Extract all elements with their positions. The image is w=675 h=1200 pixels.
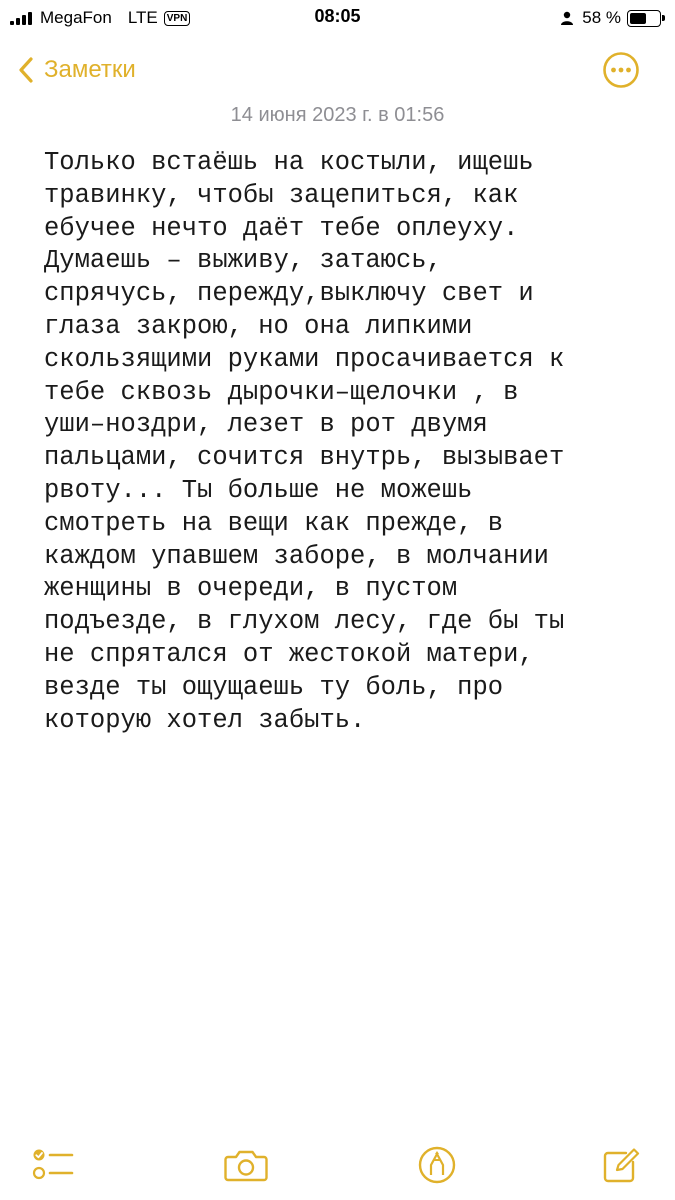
note-line: смотреть на вещи как прежде, в (44, 508, 504, 538)
note-line: подъезде, в глухом лесу, где бы ты (44, 607, 565, 637)
vpn-badge: VPN (164, 11, 191, 26)
note-line: рвоту... Ты больше не можешь (44, 475, 473, 505)
network-label: LTE (127, 8, 158, 27)
note-line: скользящими руками просачивается к (44, 344, 565, 374)
checklist-icon[interactable] (30, 1142, 76, 1188)
battery-tip (662, 15, 665, 21)
chevron-left-icon (18, 56, 34, 84)
bottom-toolbar (0, 1140, 675, 1190)
person-icon (560, 11, 574, 25)
note-line: Только встаёшь на костыли, ищешь (44, 148, 534, 177)
ellipsis-circle-icon[interactable] (602, 51, 640, 89)
status-bar (0, 0, 675, 36)
note-line: везде ты ощущаешь ту боль, про (44, 672, 504, 702)
markup-icon[interactable] (414, 1142, 460, 1188)
note-line: Думаешь – выживу, затаюсь, (44, 246, 442, 276)
note-line: пальцами, сочится внутрь, вызывает (44, 443, 565, 473)
note-line: травинку, чтобы зацепиться, как (44, 180, 519, 210)
note-line: женщины в очереди, в пустом (44, 574, 458, 604)
camera-icon[interactable] (223, 1142, 269, 1188)
battery-fill (630, 13, 646, 24)
note-line: не спрятался от жестокой матери, (44, 639, 534, 669)
note-body[interactable] (44, 147, 659, 737)
note-line: уши–ноздри, лезет в рот двумя (44, 410, 488, 440)
carrier-label: MegaFon (40, 8, 112, 27)
battery-percent: 58 % (582, 8, 621, 27)
compose-icon[interactable] (599, 1142, 645, 1188)
status-time: 08:05 (314, 6, 361, 26)
note-line: глаза закрою, но она липкими (44, 311, 473, 341)
note-line: каждом упавшем заборе, в молчании (44, 541, 549, 571)
back-label: Заметки (44, 56, 136, 83)
note-line: которую хотел забыть. (44, 705, 366, 735)
battery-icon (627, 10, 661, 27)
status-right (560, 6, 661, 30)
note-line: ебучее нечто даёт тебе оплеуху. (44, 213, 519, 243)
note-line: спрячусь, пережду,выключу свет и (44, 279, 534, 309)
back-button[interactable] (18, 44, 136, 96)
note-date: 14 июня 2023 г. в 01:56 (230, 104, 445, 126)
note-line: тебе сквозь дырочки–щелочки , в (44, 377, 519, 407)
nav-bar (0, 44, 675, 96)
